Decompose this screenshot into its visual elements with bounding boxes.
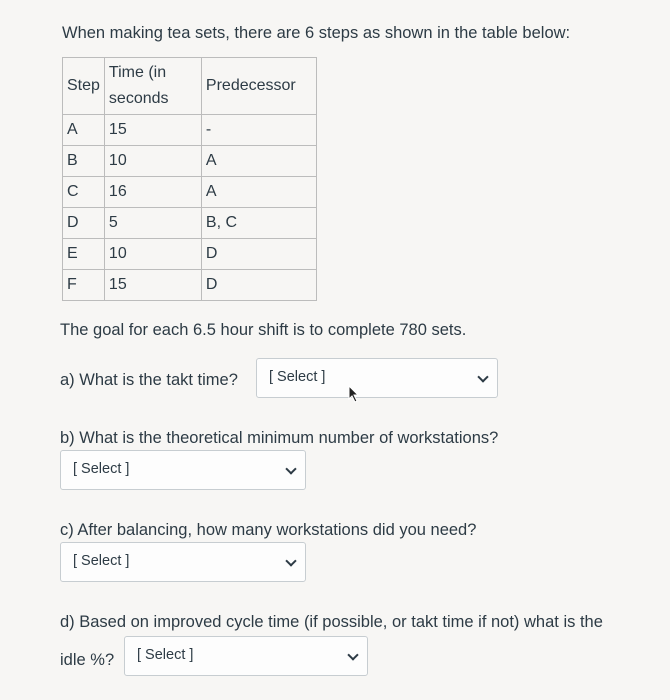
select-label: [ Select ] bbox=[269, 369, 326, 385]
cell-time: 16 bbox=[104, 177, 201, 208]
cell-step: E bbox=[63, 239, 105, 270]
cell-time: 10 bbox=[104, 239, 201, 270]
cell-predecessor: B, C bbox=[201, 208, 316, 239]
cell-step: D bbox=[63, 208, 105, 239]
select-label: [ Select ] bbox=[137, 647, 194, 663]
header-time bbox=[104, 58, 201, 115]
cell-time: 15 bbox=[104, 115, 201, 146]
chevron-down-icon bbox=[285, 463, 296, 474]
table-row bbox=[63, 115, 317, 146]
cell-step: A bbox=[63, 115, 105, 146]
cell-predecessor: - bbox=[201, 115, 316, 146]
select-label: [ Select ] bbox=[73, 553, 130, 569]
question-c-select[interactable] bbox=[60, 542, 306, 582]
table-row bbox=[63, 208, 317, 239]
question-a-select[interactable] bbox=[256, 358, 498, 398]
question-d-text-line2: idle %? bbox=[60, 651, 115, 669]
mouse-cursor-icon bbox=[348, 385, 360, 403]
question-d-text-line1: d) Based on improved cycle time (if possible, or takt time if not) what is the bbox=[60, 613, 603, 631]
question-b-select[interactable] bbox=[60, 450, 306, 490]
header-time-line2: seconds bbox=[108, 90, 169, 107]
cell-time: 10 bbox=[104, 146, 201, 177]
question-b-text: b) What is the theoretical minimum number of workstations? bbox=[60, 429, 499, 447]
intro-text: When making tea sets, there are 6 steps as shown in the table below: bbox=[62, 24, 571, 42]
cell-predecessor: A bbox=[201, 177, 316, 208]
question-d-select[interactable] bbox=[124, 636, 368, 676]
header-time-line1: Time (in bbox=[108, 64, 167, 81]
cell-time: 15 bbox=[104, 270, 201, 301]
table-row bbox=[63, 270, 317, 301]
chevron-down-icon bbox=[347, 649, 358, 660]
header-step: Step bbox=[63, 58, 105, 115]
cell-step: F bbox=[63, 270, 105, 301]
cell-step: C bbox=[63, 177, 105, 208]
cell-predecessor: D bbox=[201, 239, 316, 270]
goal-text: The goal for each 6.5 hour shift is to complete 780 sets. bbox=[60, 321, 467, 339]
cell-predecessor: D bbox=[201, 270, 316, 301]
chevron-down-icon bbox=[477, 371, 488, 382]
question-c-text: c) After balancing, how many workstations did you need? bbox=[60, 521, 477, 539]
table-row bbox=[63, 146, 317, 177]
chevron-down-icon bbox=[285, 555, 296, 566]
table-row bbox=[63, 177, 317, 208]
select-label: [ Select ] bbox=[73, 461, 130, 477]
cell-step: B bbox=[63, 146, 105, 177]
header-predecessor: Predecessor bbox=[201, 58, 316, 115]
cell-predecessor: A bbox=[201, 146, 316, 177]
table-row bbox=[63, 239, 317, 270]
cell-time: 5 bbox=[104, 208, 201, 239]
table-header-row bbox=[63, 58, 317, 115]
question-a-text: a) What is the takt time? bbox=[60, 371, 238, 389]
steps-table bbox=[62, 57, 317, 301]
